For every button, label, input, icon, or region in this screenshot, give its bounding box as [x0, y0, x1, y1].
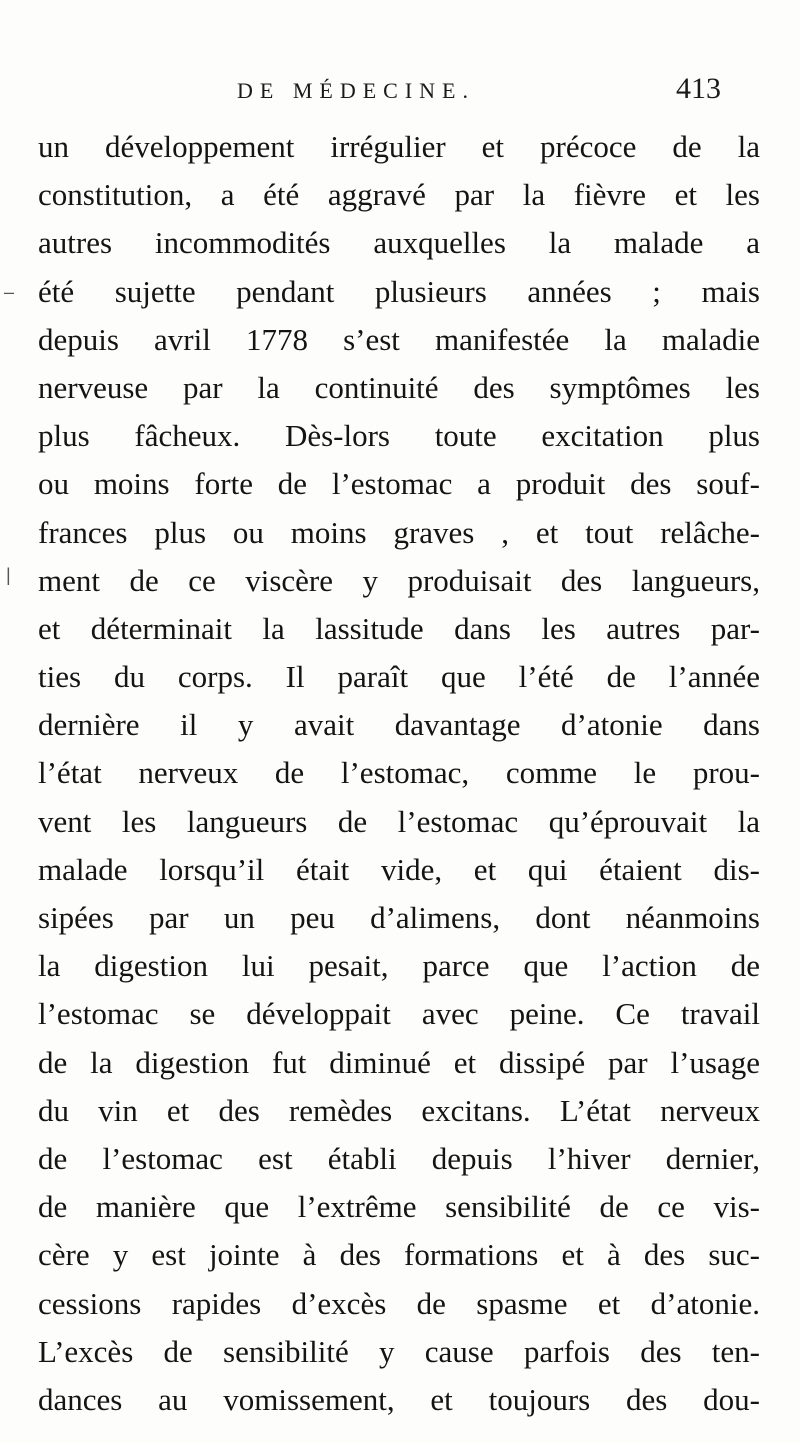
text-line: plus fâcheux. Dès-lors toute excitation plus — [38, 418, 760, 454]
text-line: dernière il y avait davantage d’atonie dans — [38, 707, 760, 743]
text-line: sipées par un peu d’alimens, dont néanmoins — [38, 900, 760, 935]
text-line: L’excès de sensibilité y cause parfois des ten- — [38, 1333, 760, 1369]
text-line: ou moins forte de l’estomac a produit des souf- — [38, 466, 760, 502]
text-line: ment de ce viscère y produisait des langueurs, — [38, 562, 760, 598]
text-line: la digestion lui pesait, parce que l’action de — [38, 948, 760, 984]
text-line: cère y est jointe à des formations et à des suc- — [38, 1237, 760, 1273]
text-line: constitution, a été aggravé par la fièvre et les — [38, 177, 760, 213]
text-line: l’estomac se développait avec peine. Ce travail — [38, 996, 760, 1032]
text-line: l’état nerveux de l’estomac, comme le prou- — [38, 755, 760, 791]
margin-mark-tick: | — [6, 565, 11, 585]
text-line: de manière que l’extrême sensibilité de ce vis- — [38, 1189, 760, 1225]
text-line: autres incommodités auxquelles la malade a — [38, 225, 760, 261]
text-line: de la digestion fut diminué et dissipé par l’usage — [38, 1044, 760, 1080]
text-line: malade lorsqu’il était vide, et qui étaient dis- — [38, 851, 760, 887]
page-number: 413 — [676, 72, 721, 105]
body-text — [38, 123, 760, 1424]
text-line: depuis avril 1778 s’est manifestée la maladie — [38, 321, 760, 357]
text-line: nerveuse par la continuité des symptômes les — [38, 369, 760, 405]
text-line: frances plus ou moins graves , et tout relâche- — [38, 514, 760, 550]
text-line: un développement irrégulier et précoce de la — [38, 129, 760, 164]
text-line: de l’estomac est établi depuis l’hiver dernier, — [38, 1140, 760, 1176]
text-line: et déterminait la lassitude dans les autres par- — [38, 610, 760, 646]
running-head: DE MÉDECINE. — [237, 78, 475, 103]
text-line: du vin et des remèdes excitans. L’état nerveux — [38, 1092, 760, 1128]
text-line: dances au vomissement, et toujours des dou- — [38, 1381, 760, 1417]
text-line: vent les langueurs de l’estomac qu’éprouvait la — [38, 803, 760, 839]
text-line: cessions rapides d’excès de spasme et d’atonie. — [38, 1285, 760, 1321]
text-line: été sujette pendant plusieurs années ; mais — [38, 273, 760, 309]
margin-mark-dash: – — [4, 282, 15, 302]
text-line: ties du corps. Il paraît que l’été de l’année — [38, 659, 760, 695]
